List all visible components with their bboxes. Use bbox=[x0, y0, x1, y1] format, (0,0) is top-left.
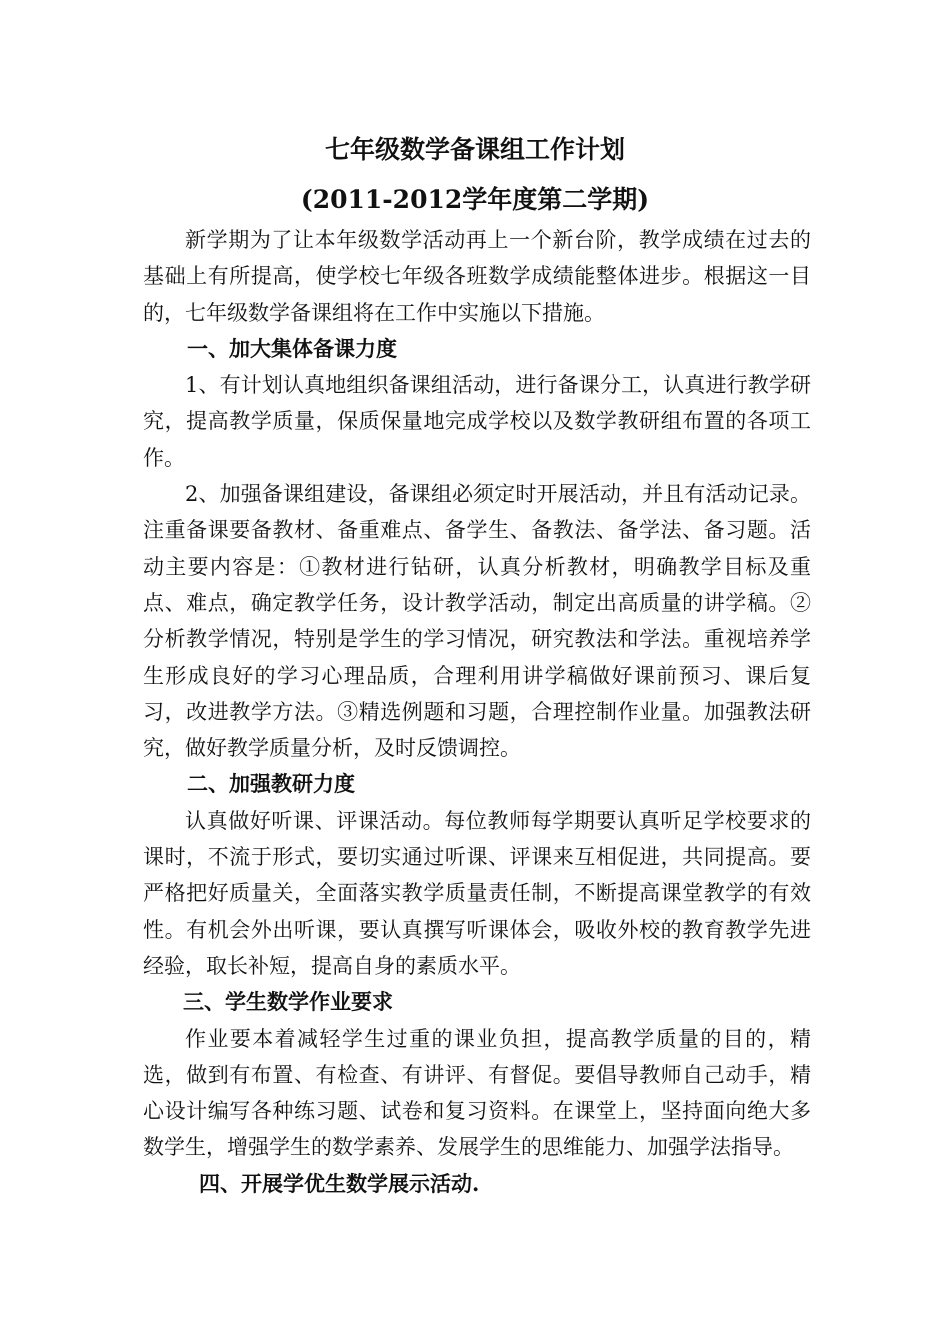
section-3-paragraph-1: 作业要本着减轻学生过重的课业负担，提高教学质量的目的，精选，做到有布置、有检查、有讲评、有督促。要倡导教师自己动手，精心设计编写各种练习题、试卷和复习资料。在课堂上，坚持面向绝大多数学生，增强学生的数学素养、发展学生的思维能力、加强学法指导。 bbox=[143, 1026, 811, 1160]
section-heading-1: 一、加大集体备课力度 bbox=[187, 335, 397, 361]
document-subtitle: (2011-2012学年度第二学期) bbox=[300, 185, 650, 214]
document-body bbox=[143, 222, 811, 1202]
section-heading-3: 三、学生数学作业要求 bbox=[183, 989, 393, 1015]
section-heading-2: 二、加强教研力度 bbox=[187, 771, 355, 797]
section-2-paragraph-1: 认真做好听课、评课活动。每位教师每学期要认真听足学校要求的课时，不流于形式，要切实通过听课、评课来互相促进，共同提高。要严格把好质量关，全面落实教学质量责任制，不断提高课堂教学的有效性。有机会外出听课，要认真撰写听课体会，吸收外校的教育教学先进经验，取长补短，提高自身的素质水平。 bbox=[143, 808, 811, 978]
intro-paragraph: 新学期为了让本年级数学活动再上一个新台阶，教学成绩在过去的基础上有所提高，使学校七年级各班数学成绩能整体进步。根据这一目的，七年级数学备课组将在工作中实施以下措施。 bbox=[143, 228, 811, 325]
section-1-paragraph-2: 2、加强备课组建设，备课组必须定时开展活动，并且有活动记录。注重备课要备教材、备重难点、备学生、备教法、备学法、备习题。活动主要内容是：①教材进行钻研，认真分析教材，明确教学目标及重点、难点，确定教学任务，设计教学活动，制定出高质量的讲学稿。②分析教学情况，特别是学生的学习情况，研究教法和学法。重视培养学生形成良好的学习心理品质，合理利用讲学稿做好课前预习、课后复习，改进教学方法。③精选例题和习题，合理控制作业量。加强教法研究，做好教学质量分析，及时反馈调控。 bbox=[143, 482, 811, 761]
section-1-paragraph-1: 1、有计划认真地组织备课组活动，进行备课分工，认真进行教学研究，提高教学质量，保质保量地完成学校以及数学教研组布置的各项工作。 bbox=[143, 373, 811, 470]
document-title: 七年级数学备课组工作计划 bbox=[324, 135, 625, 164]
section-heading-4: 四、开展学优生数学展示活动. bbox=[199, 1170, 480, 1196]
